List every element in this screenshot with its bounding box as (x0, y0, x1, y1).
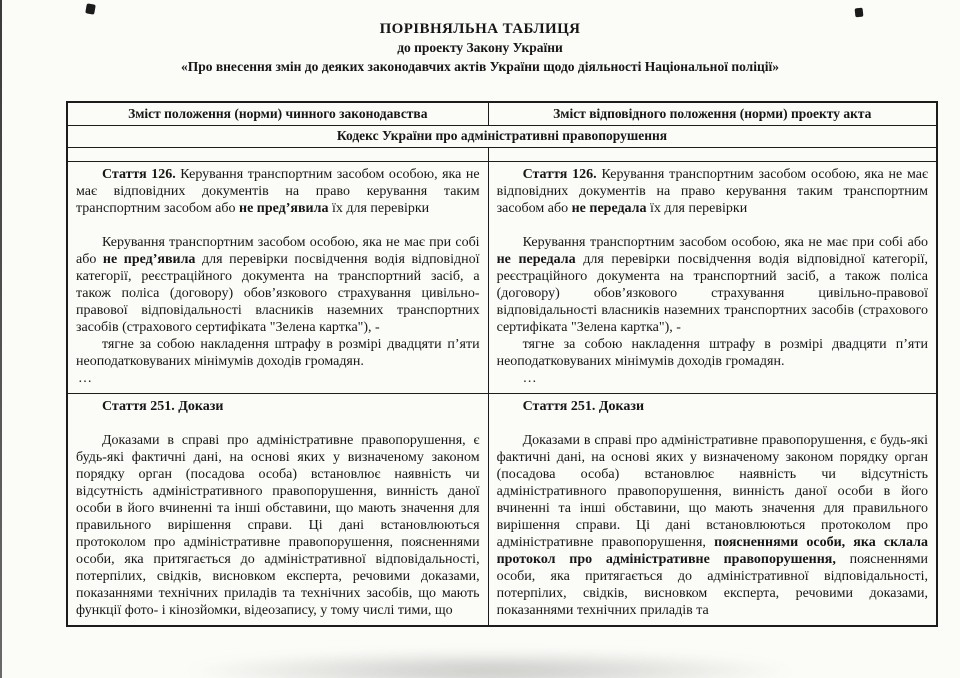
text-run: … (522, 371, 537, 386)
text-run: Керування транспортним засобом особою, яка не має відповідних документів на право керування таким транспортним засобом або (496, 167, 928, 216)
spacer-cell (488, 148, 937, 162)
bold-text-run: Стаття 251. Докази (522, 399, 645, 414)
scan-edge-artifact (0, 0, 2, 678)
paragraph (497, 432, 928, 619)
text-run: Керування транспортним засобом особою, яка не має відповідних документів на право керування таким транспортним засобом або (76, 167, 480, 216)
article-251-current-law-cell (67, 394, 488, 627)
text-run: Керування транспортним засобом особою, яка не має при собі або (76, 235, 480, 267)
article-126-row (67, 162, 937, 394)
text-run: … (78, 371, 92, 386)
bold-text-run: Стаття 126. (522, 167, 597, 182)
paragraph (497, 234, 928, 336)
paragraph (76, 166, 480, 217)
text-run: Доказами в справі про адміністративне правопорушення, є будь-які фактичні дані, на основі яких у визначеному законом порядку орган (посадова особа) встановлює наявність чи відсутність адміністративного правопорушення, винність даної особи в його вчиненні та інші обставини, що мають значення для правильного вирішення справи. Ці дані встановлюються протоколом про адміністративне правопорушення, (496, 433, 928, 550)
document-subtitle-line2: «Про внесення змін до деяких законодавчих актів України щодо діяльності Національної поліції» (180, 59, 780, 74)
article-126-current-law-cell (67, 162, 488, 394)
text-run: їх для перевірки (646, 201, 748, 216)
text-run: тягне за собою накладення штрафу в розмірі двадцяти п’яти неоподатковуваних мінімумів доходів громадян. (76, 337, 480, 369)
spacer-row (67, 148, 937, 162)
article-251-draft-act-cell (488, 394, 937, 627)
table-header-row (67, 102, 937, 126)
column-header-draft-act: Зміст відповідного положення (норми) проекту акта (488, 102, 937, 126)
code-section-title: Кодекс України про адміністративні правопорушення (67, 126, 937, 148)
text-run: Доказами в справі про адміністративне правопорушення, є будь-які фактичні дані, на основі яких у визначеному законом порядку орган (посадова особа) встановлює наявність чи відсутність адміністративного правопорушення, винність даної особи в його вчиненні та інші обставини, що мають значення для правильного вирішення справи. Ці дані встановлюються протоколом про адміністративне правопорушення, поясненнями особи, яка притягається до адміністративної відповідальності, потерпілих, свідків, висновком експерта, речовими доказами, показаннями технічних приладів та технічних засобів, що мають функції фото- і кінозйомки, відеозапису, у тому числі тими, що (76, 433, 480, 618)
paragraph (76, 432, 480, 619)
paragraph (76, 234, 480, 336)
scan-speck-artifact (85, 3, 96, 14)
article-251-row (67, 394, 937, 627)
paragraph (497, 166, 928, 217)
bold-text-run: поясненнями особи, яка склала протокол про адміністративне правопорушення, (496, 535, 928, 567)
bold-text-run: не передала (571, 201, 647, 216)
document-title: ПОРІВНЯЛЬНА ТАБЛИЦЯ (379, 21, 581, 37)
comparison-table (66, 101, 938, 627)
bold-text-run: не пред’явила (102, 252, 196, 267)
bold-text-run: Стаття 126. (102, 167, 176, 182)
text-run: поясненнями особи, яка притягається до адміністративної відповідальності, потерпілих, свідків, висновком експерта, речовими доказами, показаннями технічних приладів та (496, 552, 928, 618)
text-run: тягне за собою накладення штрафу в розмірі двадцяти п’яти неоподатковуваних мінімумів доходів громадян. (496, 337, 928, 369)
bold-text-run: не передала (496, 252, 576, 267)
bold-text-run: не пред’явила (239, 201, 329, 216)
bold-text-run: Стаття 251. Докази (102, 399, 224, 414)
scan-shadow-artifact (180, 650, 800, 678)
text-run: для перевірки посвідчення водія відповідної категорії, реєстраційного документа на транспортний засіб, а також поліса (договору) обов’язкового страхування цивільно-правової відповідальності власників наземних транспортних засобів (страхового сертифіката "Зелена картка"), - (76, 252, 480, 335)
paragraph (76, 370, 480, 387)
article-126-draft-act-cell (488, 162, 937, 394)
column-header-current-law: Зміст положення (норми) чинного законодавства (67, 102, 488, 126)
paragraph (497, 398, 928, 415)
document-header (0, 0, 960, 76)
text-run: для перевірки посвідчення водія відповідної категорії, реєстраційного документа на транспортний засіб, а також поліса (договору) обов’язкового страхування цивільно-правової відповідальності власників наземних транспортних засобів (страхового сертифіката "Зелена картка"), - (496, 252, 929, 335)
paragraph (497, 336, 928, 370)
code-section-row (67, 126, 937, 148)
paragraph (497, 370, 928, 387)
text-run: їх для перевірки (328, 201, 430, 216)
spacer-cell (67, 148, 488, 162)
document-subtitle-line1: до проекту Закону України (397, 40, 563, 55)
text-run: Керування транспортним засобом особою, яка не має при собі або (522, 235, 928, 250)
paragraph (76, 336, 480, 370)
paragraph (76, 398, 480, 415)
scan-speck-artifact (855, 8, 864, 18)
